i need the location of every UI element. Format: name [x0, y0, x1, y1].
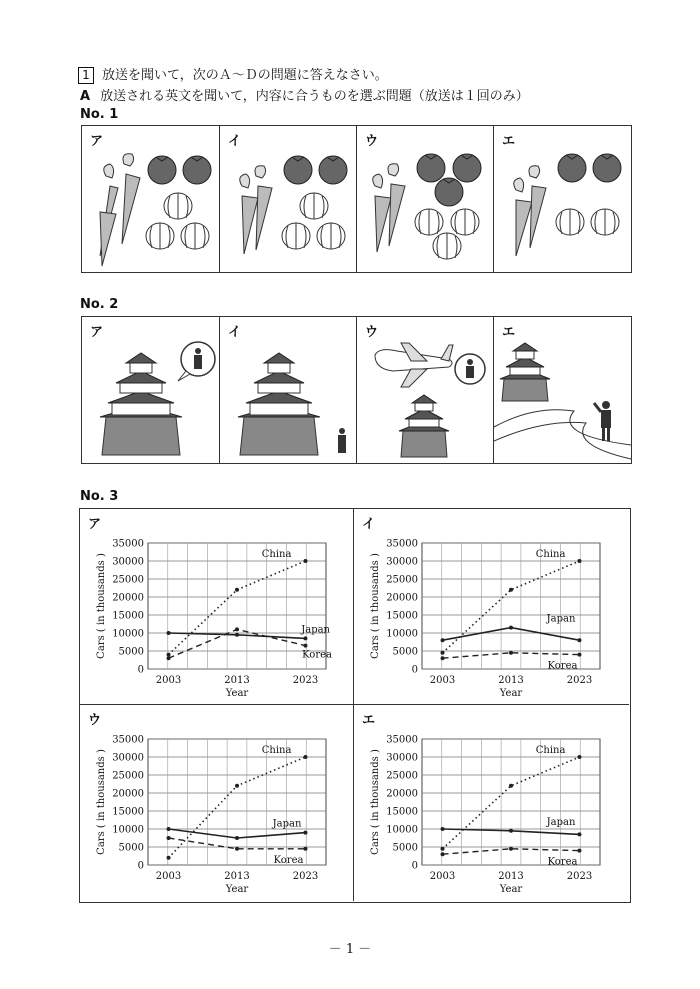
x-tick-label: 2003 [155, 675, 182, 686]
no2-option-u[interactable] [357, 317, 494, 463]
data-point [509, 829, 513, 833]
chart-option-i[interactable] [354, 509, 629, 705]
y-tick-label: 20000 [386, 788, 418, 800]
option-kana: ウ [365, 325, 379, 340]
y-tick-label: 0 [137, 860, 144, 872]
onion-icon [556, 209, 584, 235]
y-tick-label: 25000 [112, 770, 144, 782]
data-point [441, 852, 445, 856]
line-chart [354, 705, 629, 901]
no1-label: No. 1 [80, 107, 119, 122]
question-instruction: 放送を聞いて，次のＡ～Ｄの問題に答えなさい。 [102, 68, 388, 83]
onion-icon [415, 209, 443, 235]
x-tick-label: 2003 [429, 675, 456, 686]
y-tick-label: 5000 [392, 842, 418, 854]
y-tick-label: 35000 [112, 734, 144, 746]
data-point [167, 653, 171, 657]
data-point [235, 784, 239, 788]
line-chart [80, 509, 354, 705]
tomato-icon [453, 154, 481, 182]
no1-option-u[interactable] [357, 126, 494, 272]
option-kana: イ [228, 134, 242, 149]
data-point [235, 627, 239, 631]
y-axis-label: Cars ( in thousands ) [96, 553, 107, 659]
data-point [167, 631, 171, 635]
tomato-icon [284, 156, 312, 184]
data-point [441, 827, 445, 831]
y-tick-label: 15000 [112, 610, 144, 622]
y-tick-label: 20000 [386, 592, 418, 604]
y-tick-label: 5000 [118, 646, 144, 658]
data-point [577, 638, 581, 642]
data-point [441, 656, 445, 660]
series-label: China [535, 549, 566, 560]
series-label: Korea [302, 649, 332, 661]
x-tick-label: 2003 [155, 871, 182, 882]
data-point [509, 784, 513, 788]
speech-bubble-person-icon [455, 354, 485, 384]
data-point [441, 651, 445, 655]
person-icon [594, 401, 611, 441]
no1-panel [81, 125, 632, 273]
y-tick-label: 35000 [386, 538, 418, 550]
tomato-icon [558, 154, 586, 182]
data-point [509, 626, 513, 630]
y-tick-label: 10000 [386, 628, 418, 640]
data-point [303, 559, 307, 563]
data-point [167, 827, 171, 831]
tomato-icon [183, 156, 211, 184]
question-header [78, 64, 388, 84]
plot-frame [422, 543, 600, 669]
plot-frame [148, 739, 326, 865]
no1-option-e[interactable] [494, 126, 631, 272]
section-letter: A [80, 89, 91, 104]
y-tick-label: 20000 [112, 788, 144, 800]
x-tick-label: 2013 [224, 675, 250, 686]
y-tick-label: 15000 [386, 610, 418, 622]
x-axis-label: Year [499, 688, 523, 699]
data-point [577, 832, 581, 836]
carrot-icon [529, 166, 546, 248]
series-label: Japan [301, 624, 330, 636]
y-tick-label: 10000 [112, 824, 144, 836]
no2-label: No. 2 [80, 297, 119, 312]
no1-option-i[interactable] [220, 126, 357, 272]
series-line-china [443, 757, 580, 849]
y-tick-label: 0 [137, 664, 144, 676]
y-axis-label: Cars ( in thousands ) [370, 749, 381, 855]
y-tick-label: 25000 [386, 574, 418, 586]
series-label: Japan [546, 613, 576, 625]
section-a-header [80, 85, 529, 104]
y-tick-label: 0 [411, 860, 418, 872]
onion-icon [181, 223, 209, 249]
carrot-icon [100, 212, 116, 266]
data-point [441, 847, 445, 851]
option-kana: エ [362, 713, 376, 728]
data-point [577, 653, 581, 657]
data-point [577, 559, 581, 563]
no3-label: No. 3 [80, 489, 119, 504]
x-axis-label: Year [225, 688, 249, 699]
tomato-icon [148, 156, 176, 184]
y-tick-label: 30000 [386, 752, 418, 764]
y-tick-label: 5000 [118, 842, 144, 854]
y-tick-label: 15000 [386, 806, 418, 818]
y-tick-label: 25000 [112, 574, 144, 586]
series-label: Korea [273, 854, 304, 866]
option-kana: ウ [365, 134, 379, 149]
series-line-china [443, 561, 580, 653]
no3-chart-grid [79, 508, 631, 903]
option-kana: ア [90, 325, 104, 340]
onion-icon [591, 209, 619, 235]
data-point [509, 651, 513, 655]
data-point [235, 836, 239, 840]
data-point [577, 849, 581, 853]
section-text: 放送される英文を聞いて，内容に合うものを選ぶ問題（放送は１回のみ） [100, 89, 529, 104]
x-tick-label: 2013 [498, 675, 524, 686]
onion-icon [451, 209, 479, 235]
no2-option-i[interactable] [220, 317, 357, 463]
carrot-icon [240, 174, 258, 254]
data-point [303, 847, 307, 851]
x-tick-label: 2013 [498, 871, 524, 882]
airplane-icon [375, 343, 453, 387]
x-tick-label: 2023 [292, 675, 319, 686]
y-tick-label: 20000 [112, 592, 144, 604]
series-label: China [261, 549, 292, 560]
series-label: Japan [546, 816, 576, 828]
no1-option-a[interactable] [82, 126, 220, 272]
option-kana: ア [90, 134, 104, 149]
tomato-icon [593, 154, 621, 182]
line-chart [354, 509, 629, 705]
page-number: － 1 － [328, 942, 372, 957]
castle-icon [100, 353, 182, 455]
option-kana: エ [502, 134, 516, 149]
y-tick-label: 25000 [386, 770, 418, 782]
no2-option-a[interactable] [82, 317, 220, 463]
carrot-icon [122, 154, 140, 244]
series-label: China [535, 745, 566, 756]
data-point [509, 847, 513, 851]
plot-frame [422, 739, 600, 865]
no2-option-e[interactable] [494, 317, 631, 463]
castle-icon [238, 353, 320, 455]
question-number: 1 [78, 67, 94, 84]
option-kana: エ [502, 325, 516, 340]
data-point [577, 755, 581, 759]
y-tick-label: 10000 [386, 824, 418, 836]
castle-icon [500, 343, 550, 401]
data-point [303, 644, 307, 648]
onion-icon [146, 223, 174, 249]
onion-icon [317, 223, 345, 249]
x-tick-label: 2013 [224, 871, 250, 882]
plot-frame [148, 543, 326, 669]
chart-option-e[interactable] [354, 705, 629, 901]
y-tick-label: 10000 [112, 628, 144, 640]
no2-panel [81, 316, 632, 464]
series-label: Japan [272, 818, 302, 830]
tomato-icon [435, 178, 463, 206]
data-point [235, 588, 239, 592]
carrot-icon [388, 164, 405, 246]
x-tick-label: 2003 [429, 871, 456, 882]
y-axis-label: Cars ( in thousands ) [370, 553, 381, 659]
y-tick-label: 15000 [112, 806, 144, 818]
data-point [167, 836, 171, 840]
series-label: Korea [547, 856, 578, 868]
y-tick-label: 5000 [392, 646, 418, 658]
data-point [167, 656, 171, 660]
data-point [303, 831, 307, 835]
chart-option-u[interactable] [80, 705, 354, 901]
option-kana: ア [88, 517, 102, 532]
data-point [303, 636, 307, 640]
carrot-icon [514, 178, 532, 256]
y-tick-label: 0 [411, 664, 418, 676]
data-point [509, 588, 513, 592]
option-kana: イ [228, 325, 242, 340]
series-label: China [261, 745, 292, 756]
option-kana: イ [362, 517, 376, 532]
y-tick-label: 35000 [112, 538, 144, 550]
series-line-china [169, 757, 306, 858]
tomato-icon [417, 154, 445, 182]
data-point [235, 633, 239, 637]
onion-icon [164, 193, 192, 219]
person-icon [338, 428, 346, 453]
x-axis-label: Year [225, 884, 249, 895]
y-tick-label: 35000 [386, 734, 418, 746]
data-point [235, 847, 239, 851]
y-tick-label: 30000 [112, 752, 144, 764]
carrot-icon [373, 174, 391, 252]
x-axis-label: Year [499, 884, 523, 895]
x-tick-label: 2023 [566, 675, 593, 686]
carrot-icon [255, 166, 272, 250]
chart-option-a[interactable] [80, 509, 354, 705]
castle-icon [399, 395, 449, 457]
data-point [441, 638, 445, 642]
y-axis-label: Cars ( in thousands ) [96, 749, 107, 855]
x-tick-label: 2023 [292, 871, 319, 882]
x-tick-label: 2023 [566, 871, 593, 882]
tomato-icon [319, 156, 347, 184]
y-tick-label: 30000 [386, 556, 418, 568]
onion-icon [433, 233, 461, 259]
line-chart [80, 705, 354, 901]
data-point [167, 856, 171, 860]
option-kana: ウ [88, 713, 102, 728]
y-tick-label: 30000 [112, 556, 144, 568]
onion-icon [300, 193, 328, 219]
speech-bubble-person-icon [178, 342, 215, 381]
series-label: Korea [547, 660, 578, 672]
data-point [303, 755, 307, 759]
onion-icon [282, 223, 310, 249]
